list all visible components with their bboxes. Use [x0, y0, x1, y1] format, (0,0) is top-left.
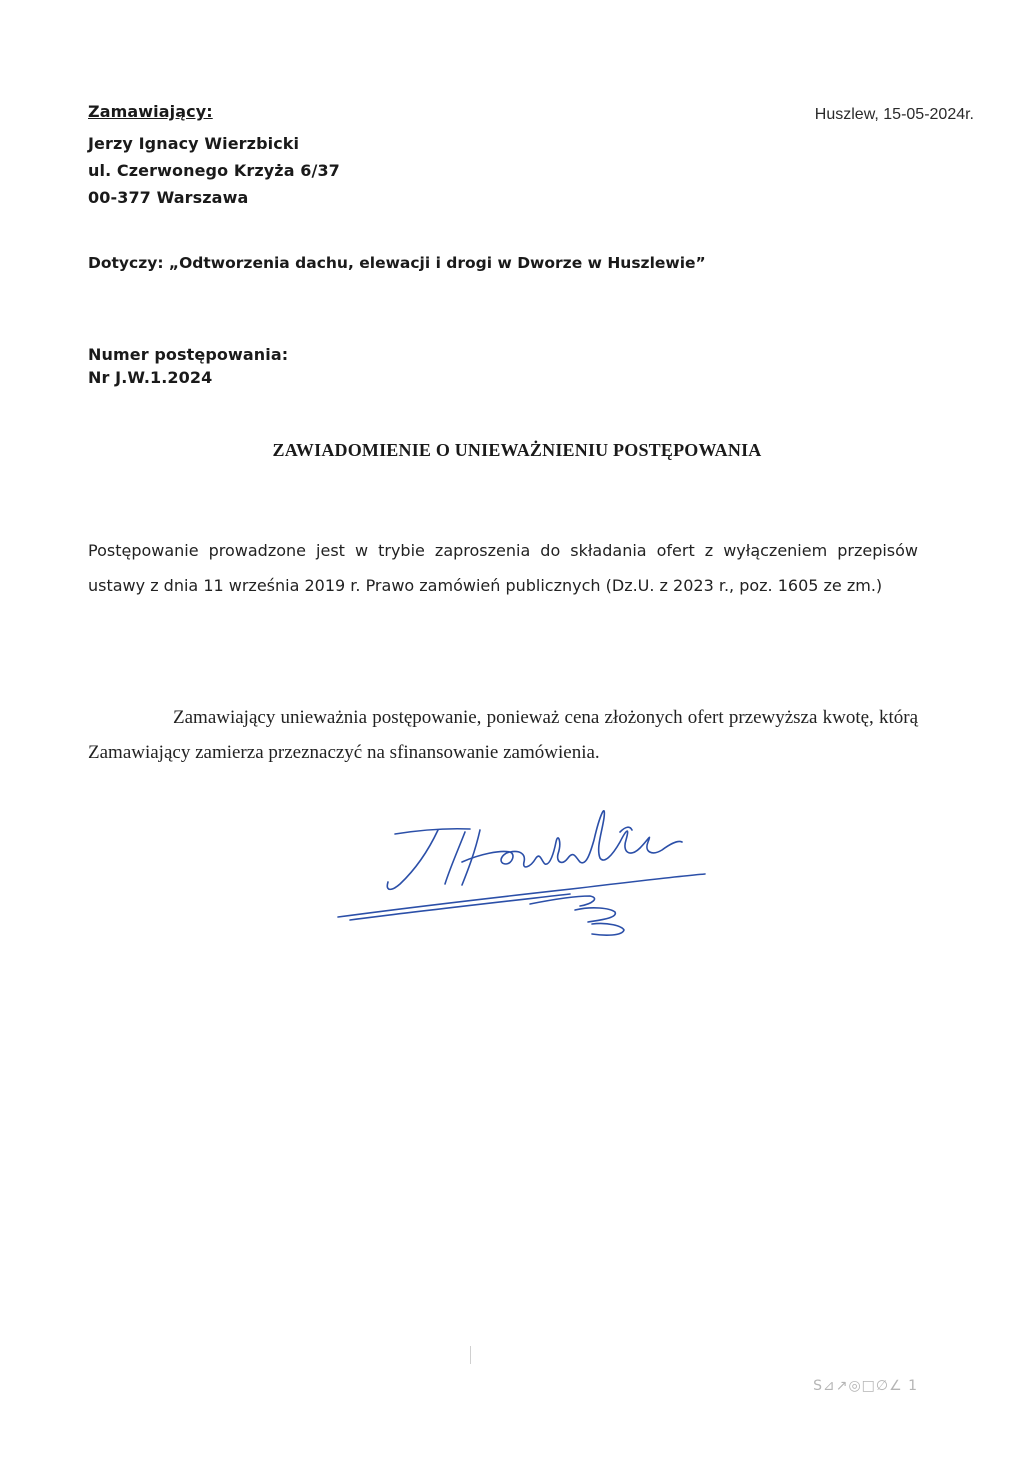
notice-title: ZAWIADOMIENIE O UNIEWAŻNIENIU POSTĘPOWANIA	[272, 440, 762, 460]
scan-artifact	[470, 1346, 471, 1364]
procedure-number-label: Numer postępowania:	[88, 345, 289, 364]
cancellation-reason-paragraph: Zamawiający unieważnia postępowanie, ponieważ cena złożonych ofert przewyższa kwotę, którą Zamawiający zamierza przeznaczyć na sfinansowanie zamówienia.	[88, 707, 918, 763]
subject-line: Dotyczy: „Odtworzenia dachu, elewacji i drogi w Dworze w Huszlewie”	[88, 254, 706, 272]
procedure-number: Nr J.W.1.2024	[88, 368, 213, 387]
ordering-party-city: 00-377 Warszawa	[88, 188, 249, 207]
document-date: Huszlew, 15-05-2024r.	[814, 106, 974, 123]
ordering-party-street: ul. Czerwonego Krzyża 6/37	[88, 161, 340, 180]
footer-stamp: S⊿↗◎□∅∠ 1	[813, 1378, 918, 1394]
procedure-mode-paragraph: Postępowanie prowadzone jest w trybie zaproszenia do składania ofert z wyłączeniem przepisów ustawy z dnia 11 września 2019 r. Prawo zamówień publicznych (Dz.U. z 2023 r., poz. 1605 ze zm.)	[88, 541, 918, 595]
ordering-party-label: Zamawiający:	[88, 102, 213, 121]
handwritten-signature	[330, 792, 710, 942]
ordering-party-name: Jerzy Ignacy Wierzbicki	[88, 134, 300, 153]
